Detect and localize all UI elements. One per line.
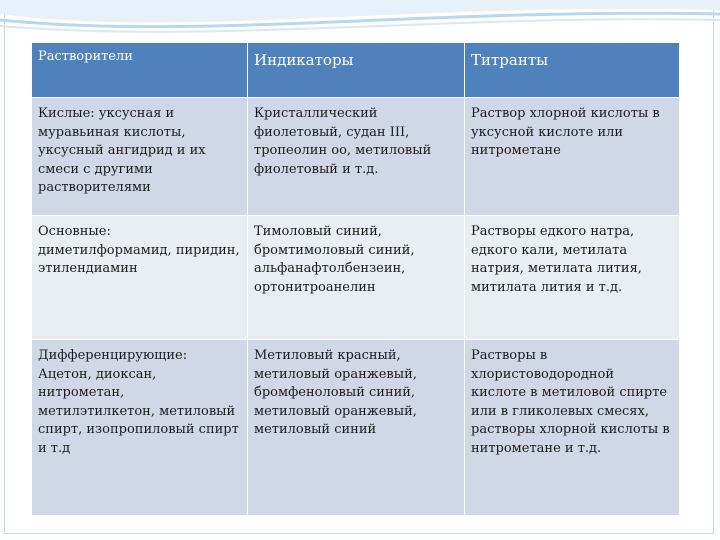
cell-indicators: Метиловый красный, метиловый оранжевый, бромфеноловый синий, метиловый оранжевый, метиловый синий bbox=[248, 340, 465, 516]
header-titrants: Титранты bbox=[465, 43, 680, 98]
cell-solvents: Кислые: уксусная и муравьиная кислоты, уксусный ангидрид и их смеси с другими растворителями bbox=[32, 98, 248, 216]
table-header-row bbox=[32, 43, 680, 98]
solvents-table bbox=[31, 42, 680, 516]
cell-titrants: Раствор хлорной кислоты в уксусной кислоте или нитрометане bbox=[465, 98, 680, 216]
cell-titrants: Растворы едкого натра, едкого кали, метилата натрия, метилата лития, митилата лития и т.д. bbox=[465, 216, 680, 340]
cell-indicators: Тимоловый синий, бромтимоловый синий, альфанафтолбензеин, ортонитроанелин bbox=[248, 216, 465, 340]
table-row bbox=[32, 340, 680, 516]
table-row bbox=[32, 216, 680, 340]
table-row bbox=[32, 98, 680, 216]
cell-solvents: Основные: диметилформамид, пиридин, этилендиамин bbox=[32, 216, 248, 340]
cell-titrants: Растворы в хлористоводородной кислоте в метиловой спирте или в гликолевых смесях, растворы хлорной кислоты в нитрометане и т.д. bbox=[465, 340, 680, 516]
header-solvents: Растворители bbox=[32, 43, 248, 98]
header-indicators: Индикаторы bbox=[248, 43, 465, 98]
cell-indicators: Кристаллический фиолетовый, судан III, тропеолин оо, метиловый фиолетовый и т.д. bbox=[248, 98, 465, 216]
cell-solvents: Дифференцирующие: Ацетон, диоксан, нитрометан, метилэтилкетон, метиловый спирт, изопропиловый спирт и т.д bbox=[32, 340, 248, 516]
